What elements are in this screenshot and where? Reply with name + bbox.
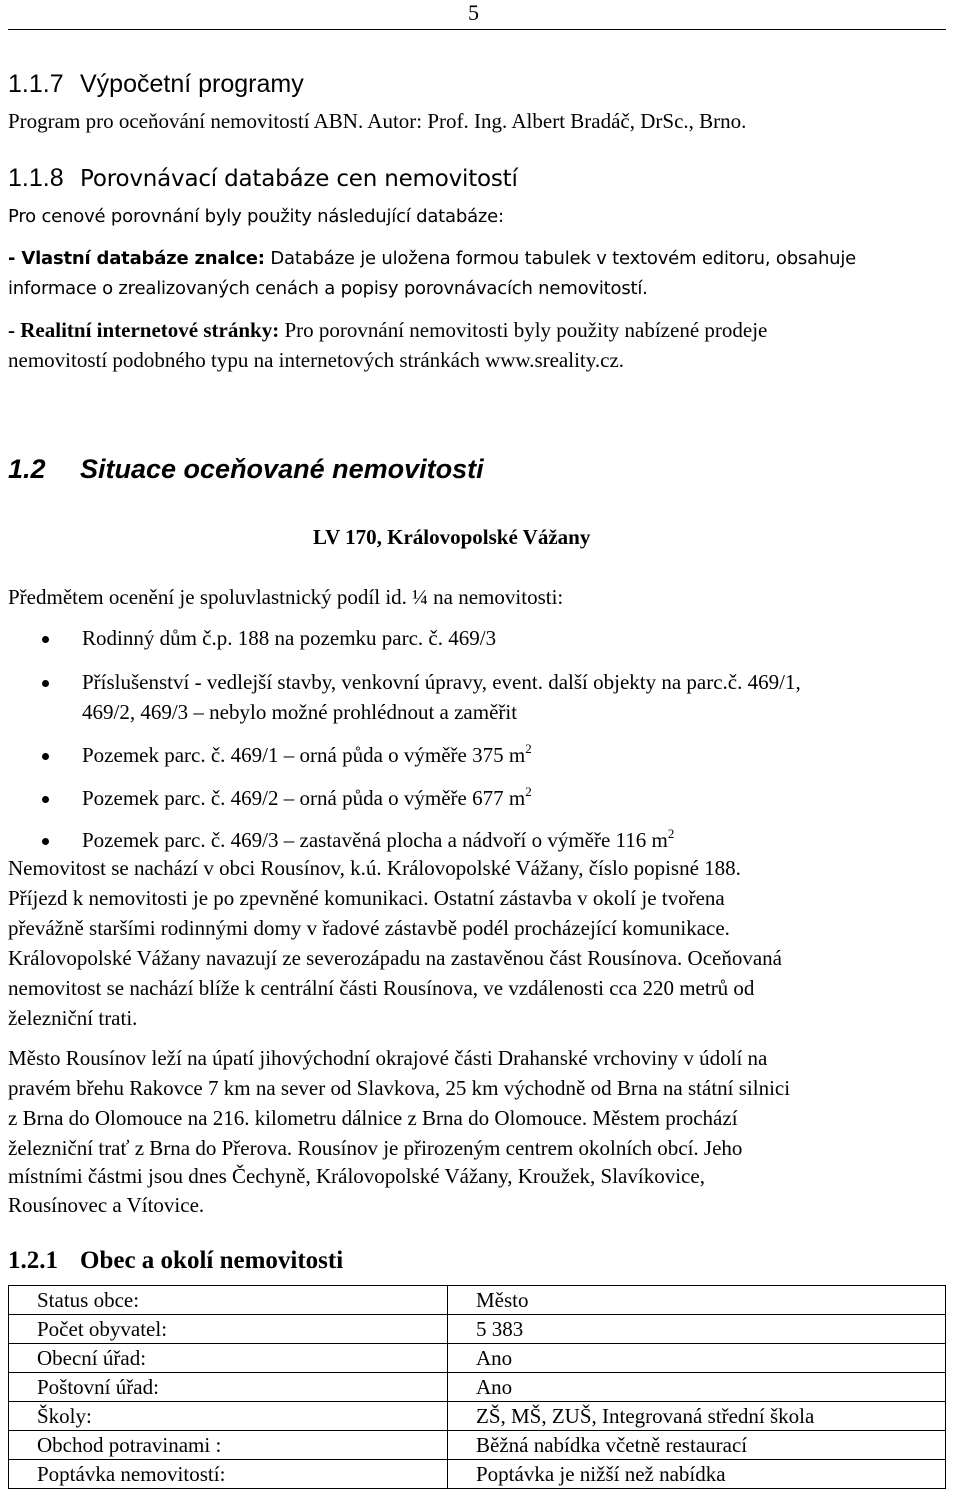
para1-line3: převážně staršími rodinnými domy v řadové zástavbě podél procházející komunikace.: [8, 916, 730, 940]
bullet-item-house: Rodinný dům č.p. 188 na pozemku parc. č. 469/3: [82, 626, 497, 650]
table-row: [9, 1315, 946, 1344]
property-subtitle: LV 170, Královopolské Vážany: [313, 525, 591, 549]
table-cell-value: Poptávka je nižší než nabídka: [448, 1460, 946, 1489]
table-cell-value: Běžná nabídka včetně restaurací: [448, 1431, 946, 1460]
heading-1-1-7: [8, 70, 304, 99]
table-cell-label: Školy:: [9, 1402, 448, 1431]
para1-line1: Nemovitost se nachází v obci Rousínov, k.ú. Královopolské Vážany, číslo popisné 188.: [8, 856, 741, 880]
db2-line2: nemovitostí podobného typu na internetových stránkách www.sreality.cz.: [8, 348, 625, 372]
para2-line6: Rousínovec a Vítovice.: [8, 1193, 205, 1217]
heading-title: Výpočetní programy: [80, 70, 304, 98]
table-row: [9, 1460, 946, 1489]
db2-line1: [8, 318, 767, 343]
bullet-item-plot-2: [82, 786, 532, 811]
para1-line6: železniční trati.: [8, 1006, 138, 1030]
para2-line2: pravém břehu Rakovce 7 km na sever od Slavkova, 25 km východně od Brna na státní silnici: [8, 1076, 791, 1100]
bullet-item-accessories: Příslušenství - vedlejší stavby, venkovní úpravy, event. další objekty na parc.č. 469/1,: [82, 670, 801, 694]
db1-label: - Vlastní databáze znalce:: [8, 248, 265, 269]
superscript: 2: [525, 784, 532, 799]
bullet-item-plot-3: [82, 828, 674, 853]
db1-text: Databáze je uložena formou tabulek v textovém editoru, obsahuje: [270, 248, 857, 269]
municipality-table: [8, 1285, 946, 1489]
bullet: [42, 838, 49, 845]
table-cell-label: Poštovní úřad:: [9, 1373, 448, 1402]
para2-line4: železniční trať z Brna do Přerova. Rousínov je přirozeným centrem okolních obcí. Jeho: [8, 1136, 743, 1160]
db2-text: Pro porovnání nemovitosti byly použity nabízené prodeje: [284, 318, 768, 342]
table-cell-label: Status obce:: [9, 1286, 448, 1315]
table-row: [9, 1344, 946, 1373]
databases-intro: Pro cenové porovnání byly použity následující databáze:: [8, 206, 504, 227]
table-row: [9, 1373, 946, 1402]
header-rule: [8, 29, 946, 30]
heading-1-2-1: [8, 1247, 343, 1275]
bullet: [42, 636, 49, 643]
table-cell-value: 5 383: [448, 1315, 946, 1344]
table-row: [9, 1286, 946, 1315]
bullet: [42, 753, 49, 760]
table-cell-label: Počet obyvatel:: [9, 1315, 448, 1344]
table-row: [9, 1402, 946, 1431]
table-cell-value: Ano: [448, 1344, 946, 1373]
para1-line5: nemovitost se nachází blíže k centrální části Rousínova, ve vzdálenosti cca 220 metrů od: [8, 976, 755, 1000]
heading-1-1-8: [8, 164, 518, 193]
table-cell-value: ZŠ, MŠ, ZUŠ, Integrovaná střední škola: [448, 1402, 946, 1431]
para1-line2: Příjezd k nemovitosti je po zpevněné komunikaci. Ostatní zástavba v okolí je tvořena: [8, 886, 725, 910]
superscript: 2: [667, 826, 675, 841]
db2-label: - Realitní internetové stránky:: [8, 318, 280, 342]
table-cell-label: Poptávka nemovitostí:: [9, 1460, 448, 1489]
superscript: 2: [525, 741, 532, 756]
heading-number: 1.1.8: [8, 164, 64, 192]
db1-line1: [8, 248, 856, 269]
db1-line2: informace o zrealizovaných cenách a popisy porovnávacích nemovitostí.: [8, 278, 648, 299]
heading-title: Situace oceňované nemovitosti: [80, 454, 484, 484]
plot-1-text: Pozemek parc. č. 469/1 – orná půda o výměře 375 m: [82, 743, 526, 767]
heading-number: 1.2.1: [8, 1247, 58, 1274]
valuation-intro: Předmětem ocenění je spoluvlastnický podíl id. ¼ na nemovitosti:: [8, 585, 564, 609]
para1-line4: Královopolské Vážany navazují ze severozápadu na zastavěnou část Rousínova. Oceňovaná: [8, 946, 782, 970]
heading-title: Porovnávací databáze cen nemovitostí: [80, 166, 518, 192]
plot-2-text: Pozemek parc. č. 469/2 – orná půda o výměře 677 m: [82, 786, 526, 810]
table-row: [9, 1431, 946, 1460]
bullet: [42, 680, 49, 687]
heading-number: 1.1.7: [8, 70, 64, 98]
heading-title: Obec a okolí nemovitosti: [80, 1247, 344, 1274]
para2-line1: Město Rousínov leží na úpatí jihovýchodní okrajové části Drahanské vrchoviny v údolí na: [8, 1046, 768, 1070]
para2-line5: místními částmi jsou dnes Čechyně, Královopolské Vážany, Kroužek, Slavíkovice,: [8, 1164, 705, 1188]
page-number: 5: [468, 0, 479, 25]
plot-3-text: Pozemek parc. č. 469/3 – zastavěná plocha a nádvoří o výměře 116 m: [82, 828, 668, 852]
heading-number: 1.2: [8, 454, 46, 484]
bullet-item-plot-1: [82, 743, 532, 768]
programs-text: Program pro oceňování nemovitostí ABN. Autor: Prof. Ing. Albert Bradáč, DrSc., Brno.: [8, 109, 747, 133]
bullet-item-accessories-cont: 469/2, 469/3 – nebylo možné prohlédnout a zaměřit: [82, 700, 518, 724]
table-cell-label: Obchod potravinami :: [9, 1431, 448, 1460]
bullet: [42, 796, 49, 803]
table-cell-value: Město: [448, 1286, 946, 1315]
table-cell-label: Obecní úřad:: [9, 1344, 448, 1373]
para2-line3: z Brna do Olomouce na 216. kilometru dálnice z Brna do Olomouce. Městem prochází: [8, 1106, 738, 1130]
table-cell-value: Ano: [448, 1373, 946, 1402]
heading-1-2: [8, 454, 484, 485]
